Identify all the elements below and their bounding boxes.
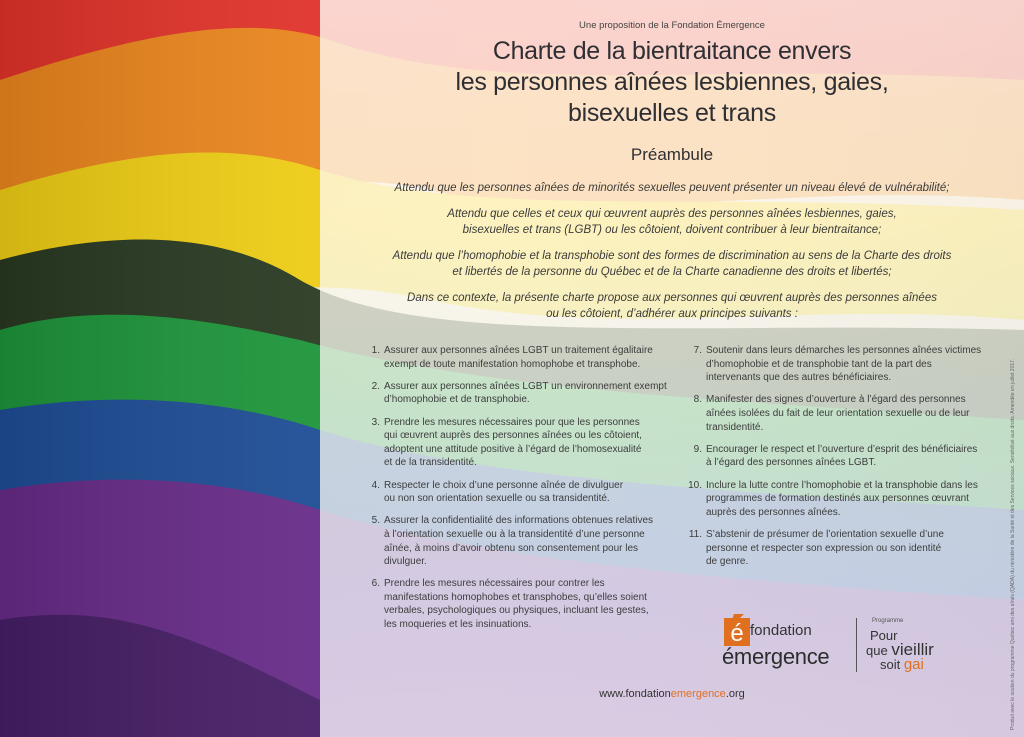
principle-item — [686, 443, 994, 470]
principle-number: 11. — [688, 528, 702, 540]
principle-item — [364, 416, 664, 470]
whereas-line: Attendu que les personnes aînées de minorités sexuelles peuvent présenter un niveau élevé de vulnérabilité; — [394, 182, 950, 194]
website-suffix: .org — [725, 688, 745, 700]
side-credit — [1006, 330, 1018, 730]
logo-divider — [856, 618, 857, 672]
principle-line: Assurer aux personnes aînées LGBT un environnement exempt — [384, 380, 667, 392]
principle-line: les moqueries et les insinuations. — [384, 619, 532, 631]
program-vieillir: vieillir — [891, 640, 934, 659]
principles-right-column — [686, 344, 994, 577]
principle-line: Assurer la confidentialité des informations obtenues relatives — [384, 515, 654, 527]
whereas-clause-2 — [360, 206, 984, 238]
principle-line: manifestations homophobes et transphobes, qu’elles soient — [384, 591, 647, 603]
principle-line: à l’orientation sexuelle ou à la transidentité d’une personne — [384, 528, 645, 540]
principle-line: à l’égard des personnes aînées LGBT. — [706, 457, 877, 469]
principle-item — [686, 344, 994, 385]
principle-line: adoptent une attitude positive à l’égard de l’homosexualité — [384, 443, 642, 455]
whereas-line: et libertés de la personne du Québec et de la Charte canadienne des droits et libertés; — [452, 266, 892, 278]
charter-title — [320, 36, 1024, 129]
principle-line: Soutenir dans leurs démarches les personnes aînées victimes — [706, 345, 982, 356]
principle-line: d’homophobie et de transphobie. — [384, 394, 530, 406]
principle-line: Manifester des signes d’ouverture à l’égard des personnes — [706, 394, 966, 406]
principle-line: auprès des personnes aînées. — [706, 506, 841, 518]
principle-number: 4. — [371, 479, 380, 491]
program-soit: soit — [880, 657, 904, 672]
e-logo-icon — [724, 614, 750, 646]
website-accent: emergence — [670, 688, 726, 700]
program-label: Programme — [872, 618, 904, 624]
charter-panel — [320, 0, 1024, 737]
principle-line: Assurer aux personnes aînées LGBT un traitement égalitaire — [384, 345, 653, 356]
principle-line: exempt de toute manifestation homophobe et transphobe. — [384, 358, 641, 370]
title-line: Charte de la bientraitance envers — [492, 37, 852, 65]
principle-line: personne et respecter son expression ou son identité — [706, 542, 942, 554]
whereas-line: Attendu que celles et ceux qui œuvrent auprès des personnes aînées lesbiennes, gaies, — [447, 208, 897, 220]
principle-number: 8. — [693, 394, 702, 406]
website-link[interactable] — [320, 688, 1024, 700]
principle-line: aînées isolées du fait de leur orientation sexuelle ou de leur — [706, 407, 970, 419]
principle-number: 5. — [371, 515, 380, 527]
principle-line: divulguer. — [384, 556, 427, 568]
title-line: les personnes aînées lesbiennes, gaies, — [455, 68, 889, 96]
principle-line: verbales, psychologiques ou physiques, incluant les gestes, — [384, 605, 649, 617]
principle-line: qui œuvrent auprès des personnes aînées ou les côtoient, — [384, 430, 642, 442]
principle-item — [686, 528, 994, 569]
program-line-3 — [880, 656, 924, 673]
logo-emergence: émergence — [722, 644, 830, 669]
logo-letter: é — [730, 620, 744, 646]
principle-line: intervenants que des autres bénéficiaires. — [706, 372, 892, 384]
principle-number: 1. — [371, 345, 380, 356]
logo-fondation: fondation — [750, 622, 812, 639]
fondation-emergence-logo — [722, 614, 934, 676]
principle-line: aînée, à moins d’avoir obtenu son consentement pour les — [384, 542, 639, 554]
website-prefix: www.fondation — [599, 688, 671, 700]
principle-item — [364, 380, 667, 407]
whereas-clause-1 — [360, 180, 984, 196]
principle-number: 3. — [371, 416, 380, 428]
principle-line: Prendre les mesures nécessaires pour que les personnes — [384, 416, 640, 428]
principle-item — [364, 577, 664, 631]
principles-left-column — [364, 344, 667, 640]
principle-line: transidentité. — [706, 421, 764, 433]
principle-item — [686, 393, 994, 434]
whereas-clause-4 — [360, 290, 984, 322]
principle-item — [364, 479, 664, 506]
program-line-1: Pour — [870, 628, 898, 643]
principle-number: 10. — [688, 479, 702, 491]
whereas-clause-3 — [360, 248, 984, 280]
title-line: bisexuelles et trans — [567, 99, 776, 127]
principle-item — [686, 479, 994, 520]
program-que: que — [866, 643, 892, 658]
principle-line: ou non son orientation sexuelle ou sa transidentité. — [384, 493, 610, 505]
whereas-line: Attendu que l’homophobie et la transphobie sont des formes de discrimination au sens de la Charte des droits — [392, 250, 952, 262]
principle-number: 9. — [693, 443, 702, 455]
principle-item — [364, 344, 664, 371]
side-credit-text: Produit avec le soutien du programme Québec ami des aînés (QADA) du ministère de la Santé et des Services sociaux. Sensibilisé aux droits. Amendée en juillet 2017. — [1010, 358, 1016, 730]
intro-line: Une proposition de la Fondation Émergence — [579, 20, 765, 31]
principle-line: Prendre les mesures nécessaires pour contrer les — [384, 578, 605, 590]
preamble-heading: Préambule — [630, 145, 714, 164]
principle-number: 6. — [371, 578, 380, 590]
principle-line: Respecter le choix d’une personne aînée de divulguer — [384, 479, 624, 491]
program-gai: gai — [903, 656, 924, 673]
principle-item — [364, 514, 664, 568]
principle-line: S’abstenir de présumer de l’orientation sexuelle d’une — [706, 528, 944, 540]
principle-line: et de la transidentité. — [384, 457, 477, 469]
whereas-line: Dans ce contexte, la présente charte propose aux personnes qui œuvrent auprès des personnes aînées — [407, 292, 937, 304]
principle-line: d’homophobie et de transphobie tant de la part des — [706, 358, 932, 370]
principle-number: 2. — [371, 380, 380, 392]
whereas-line: ou les côtoient, d’adhérer aux principes suivants : — [546, 308, 798, 320]
principle-line: Encourager le respect et l’ouverture d’esprit des bénéficiaires — [706, 443, 978, 455]
principle-line: Inclure la lutte contre l’homophobie et la transphobie dans les — [706, 479, 978, 491]
principle-line: de genre. — [706, 556, 749, 568]
whereas-line: bisexuelles et trans (LGBT) ou les côtoient, doivent contribuer à leur bientraitance; — [462, 224, 882, 236]
principle-line: programmes de formation destinés aux personnes œuvrant — [706, 493, 969, 505]
principle-number: 7. — [693, 345, 702, 356]
